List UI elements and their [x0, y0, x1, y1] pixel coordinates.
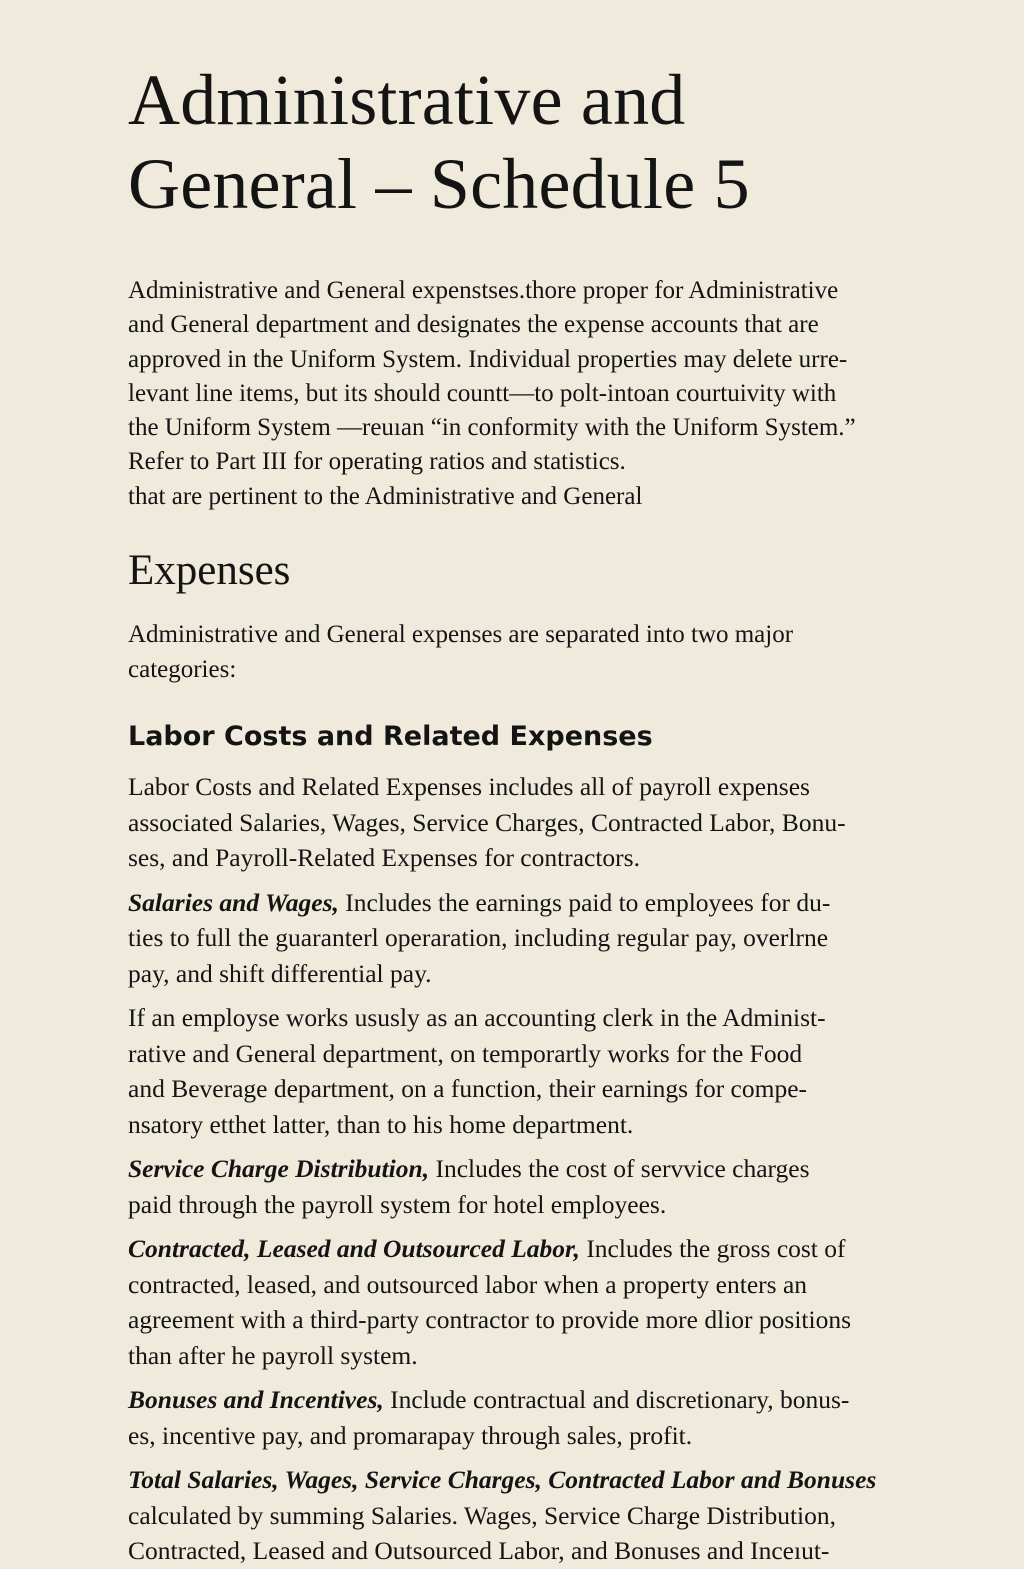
expenses-lead-line: Administrative and General expenses are separated into two major — [128, 621, 794, 649]
bonuses-first-line — [128, 1382, 928, 1418]
salaries-first-line-text: Includes the earnings paid to employees for du- — [338, 887, 831, 917]
total-line: Contracted, Leased and Outsourced Labor, and Bonuses and Inceıut- — [128, 1536, 830, 1566]
page-title-line-2: General – Schedule 5 — [128, 144, 750, 224]
contracted-line: contracted, leased, and outsourced labor when a property enters an — [128, 1269, 808, 1299]
bonuses-term: Bonuses and Incentives, — [128, 1385, 384, 1415]
labor-intro-line: ses, and Payroll-Related Expenses for contractors. — [128, 843, 640, 873]
service-charge-first-line — [128, 1151, 928, 1187]
service-charge-line: paid through the payroll system for hotel employees. — [128, 1189, 667, 1219]
total-line: calculated by summing Salaries. Wages, Service Charge Distribution, — [128, 1500, 837, 1530]
example-line: and Beverage department, on a function, their earnings for compe- — [128, 1074, 808, 1104]
contracted-labor-term: Contracted, Leased and Outsourced Labor, — [128, 1234, 580, 1264]
labor-costs-heading: Labor Costs and Related Expenses — [128, 721, 653, 753]
intro-line: Refer to Part III for operating ratios and statistics. — [128, 448, 626, 476]
bonuses-first-line-text: Include contractual and discretionary, bonus- — [383, 1385, 850, 1415]
salaries-line: ties to full the guaranterl operaration, including regular pay, overlrne — [128, 923, 829, 953]
total-salaries-paragraph — [128, 1462, 928, 1569]
page-title-line-1: Administrative and — [128, 60, 686, 140]
bonuses-paragraph — [128, 1382, 928, 1453]
intro-line: Administrative and General expenstses.thore proper for Administrative — [128, 277, 839, 304]
intro-paragraph — [128, 274, 928, 514]
total-salaries-term: Total Salaries, Wages, Service Charges, Contracted Labor and Bonuses — [128, 1465, 877, 1495]
labor-intro-line: Labor Costs and Related Expenses includes all of payroll expenses — [128, 772, 810, 802]
salaries-first-line — [128, 885, 928, 921]
labor-costs-intro-paragraph — [128, 769, 928, 876]
example-line: rative and General department, on temporartly works for the Food — [128, 1038, 803, 1068]
example-line: If an employse works ususly as an accounting clerk in the Administ- — [128, 1003, 826, 1033]
example-line: nsatory etthet latter, than to his home department. — [128, 1109, 634, 1139]
service-charge-paragraph — [128, 1151, 928, 1222]
example-paragraph — [128, 1000, 928, 1142]
expenses-heading: Expenses — [128, 547, 291, 595]
page-title — [128, 58, 928, 226]
service-charge-first-line-text: Includes the cost of servvice charges — [429, 1154, 810, 1184]
expenses-lead-line: categories: — [128, 655, 237, 683]
contracted-line: agreement with a third-party contractor to provide more dlior positions — [128, 1305, 852, 1335]
labor-intro-line: associated Salaries, Wages, Service Charges, Contracted Labor, Bonu- — [128, 807, 846, 837]
salaries-line: pay, and shift differential pay. — [128, 958, 432, 988]
service-charge-term: Service Charge Distribution, — [128, 1154, 430, 1184]
contracted-labor-paragraph — [128, 1231, 928, 1373]
intro-line: that are pertinent to the Administrative and General — [128, 482, 643, 510]
bonuses-line: es, incentive pay, and promarapay through sales, profit. — [128, 1420, 693, 1450]
intro-line: levant line items, but its should countt—to polt-intoan courtuivity with — [128, 379, 837, 407]
salaries-and-wages-paragraph — [128, 885, 928, 992]
intro-line: the Uniform System —reuıan “in conformity with the Uniform System.” — [128, 414, 856, 442]
contracted-line: than after he payroll system. — [128, 1340, 418, 1370]
salaries-and-wages-term: Salaries and Wages, — [128, 887, 339, 917]
intro-line: approved in the Uniform System. Individual properties may delete urre- — [128, 345, 848, 373]
expenses-lead-paragraph — [128, 618, 928, 687]
intro-line: and General department and designates the expense accounts that are — [128, 311, 819, 339]
contracted-first-line-text: Includes the gross cost of — [579, 1234, 846, 1264]
contracted-first-line — [128, 1231, 928, 1267]
